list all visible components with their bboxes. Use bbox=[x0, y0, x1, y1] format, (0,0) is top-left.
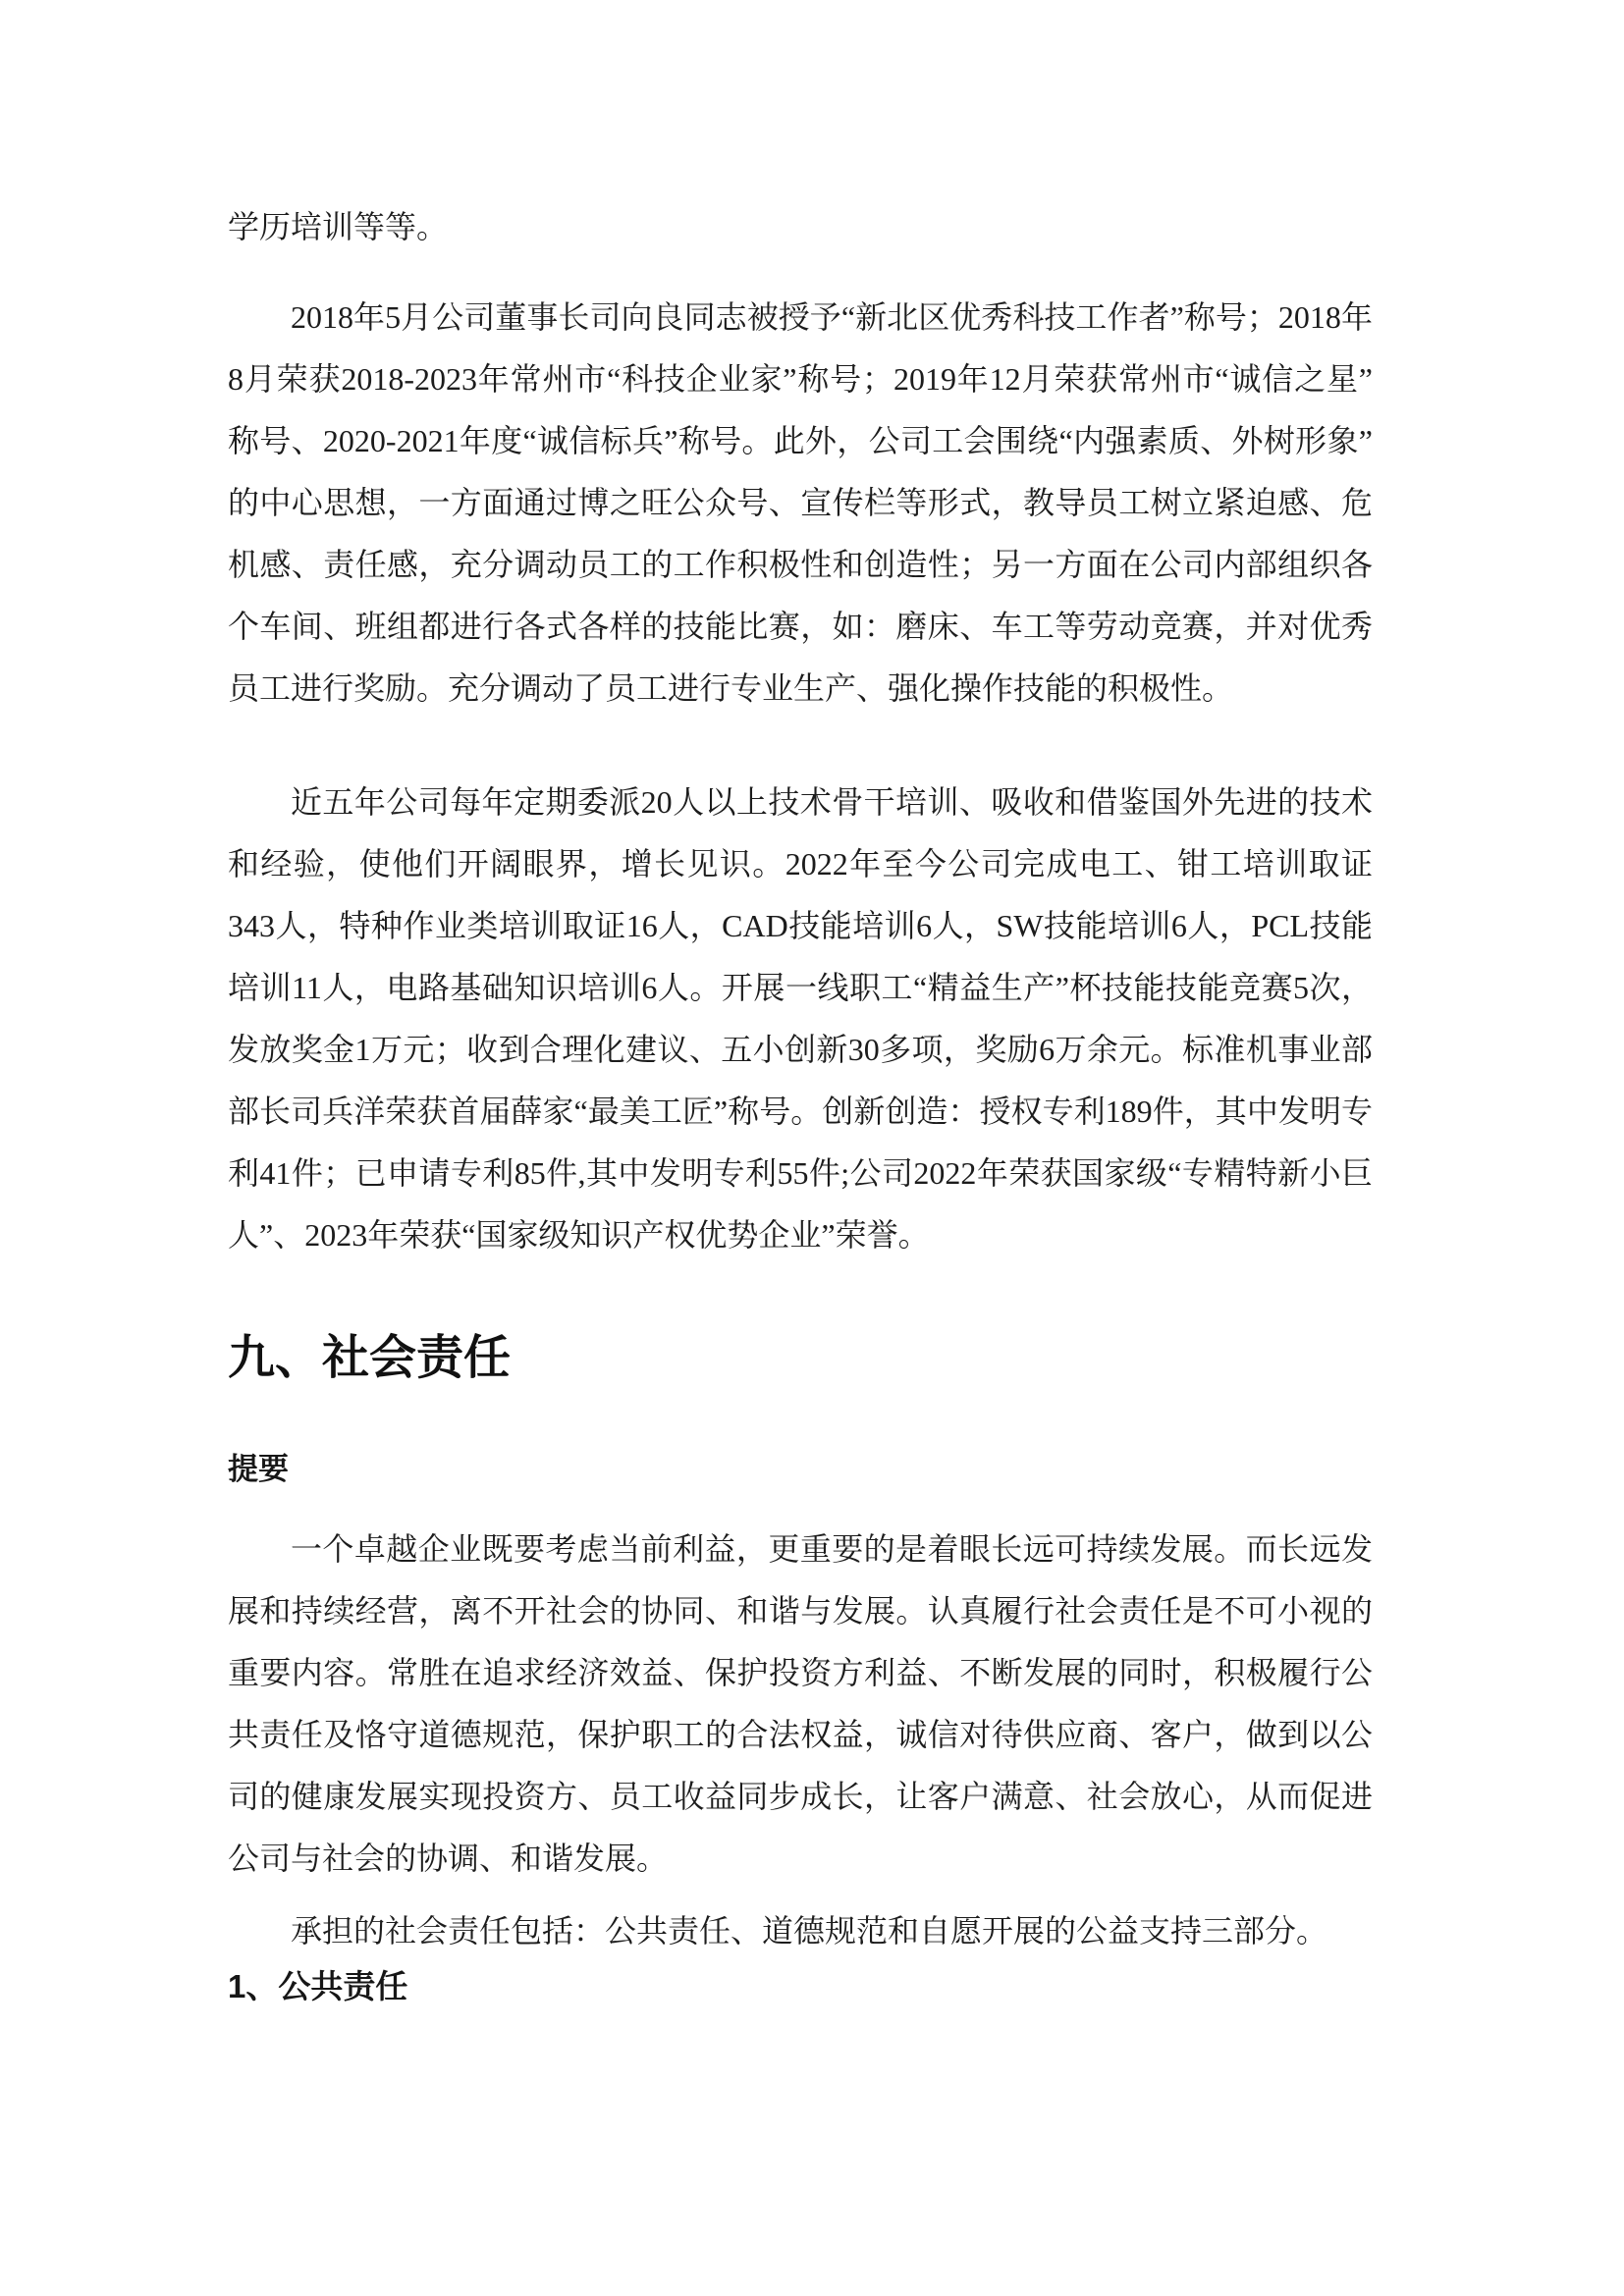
paragraph-intro-tail: 学历培训等等。 bbox=[228, 209, 449, 244]
paragraph-responsibility-overview: 承担的社会责任包括：公共责任、道德规范和自愿开展的公益支持三部分。 bbox=[291, 1913, 1328, 1949]
section-heading-social-responsibility: 九、社会责任 bbox=[228, 1332, 512, 1384]
summary-heading: 提要 bbox=[228, 1452, 289, 1486]
paragraph-training: 近五年公司每年定期委派20人以上技术骨干培训、吸收和借鉴国外先进的技术和经验，使他们开阔眼界，增长见识。2022年至今公司完成电工、钳工培训取证343人，特种作业类培训取证16人，CAD技能培训6人，SW技能培训6人，PCL技能培训11人，电路基础知识培训6人。开展一线职工“精益生产”杯技能技能竞赛5次，发放奖金1万元；收到合理化建议、五小创新30多项，奖励6万余元。标准机事业部部长司兵洋荣获首届薛家“最美工匠”称号。创新创造：授权专利189件，其中发明专利41件；已申请专利85件,其中发明专利55件;公司2022年荣获国家级“专精特新小巨人”、2023年荣获“国家级知识产权优势企业”荣誉。 bbox=[228, 784, 1373, 1253]
subsection-heading-public-responsibility: 1、公共责任 bbox=[228, 1968, 408, 2004]
paragraph-summary: 一个卓越企业既要考虑当前利益，更重要的是着眼长远可持续发展。而长远发展和持续经营，离不开社会的协同、和谐与发展。认真履行社会责任是不可小视的重要内容。常胜在追求经济效益、保护投资方利益、不断发展的同时，积极履行公共责任及恪守道德规范，保护职工的合法权益，诚信对待供应商、客户，做到以公司的健康发展实现投资方、员工收益同步成长，让客户满意、社会放心，从而促进公司与社会的协调、和谐发展。 bbox=[228, 1531, 1373, 1876]
paragraph-honors: 2018年5月公司董事长司向良同志被授予“新北区优秀科技工作者”称号；2018年8月荣获2018-2023年常州市“科技企业家”称号；2019年12月荣获常州市“诚信之星”称号、2020-2021年度“诚信标兵”称号。此外，公司工会围绕“内强素质、外树形象”的中心思想，一方面通过博之旺公众号、宣传栏等形式，教导员工树立紧迫感、危机感、责任感，充分调动员工的工作积极性和创造性；另一方面在公司内部组织各个车间、班组都进行各式各样的技能比赛，如：磨床、车工等劳动竞赛，并对优秀员工进行奖励。充分调动了员工进行专业生产、强化操作技能的积极性。 bbox=[228, 299, 1373, 706]
